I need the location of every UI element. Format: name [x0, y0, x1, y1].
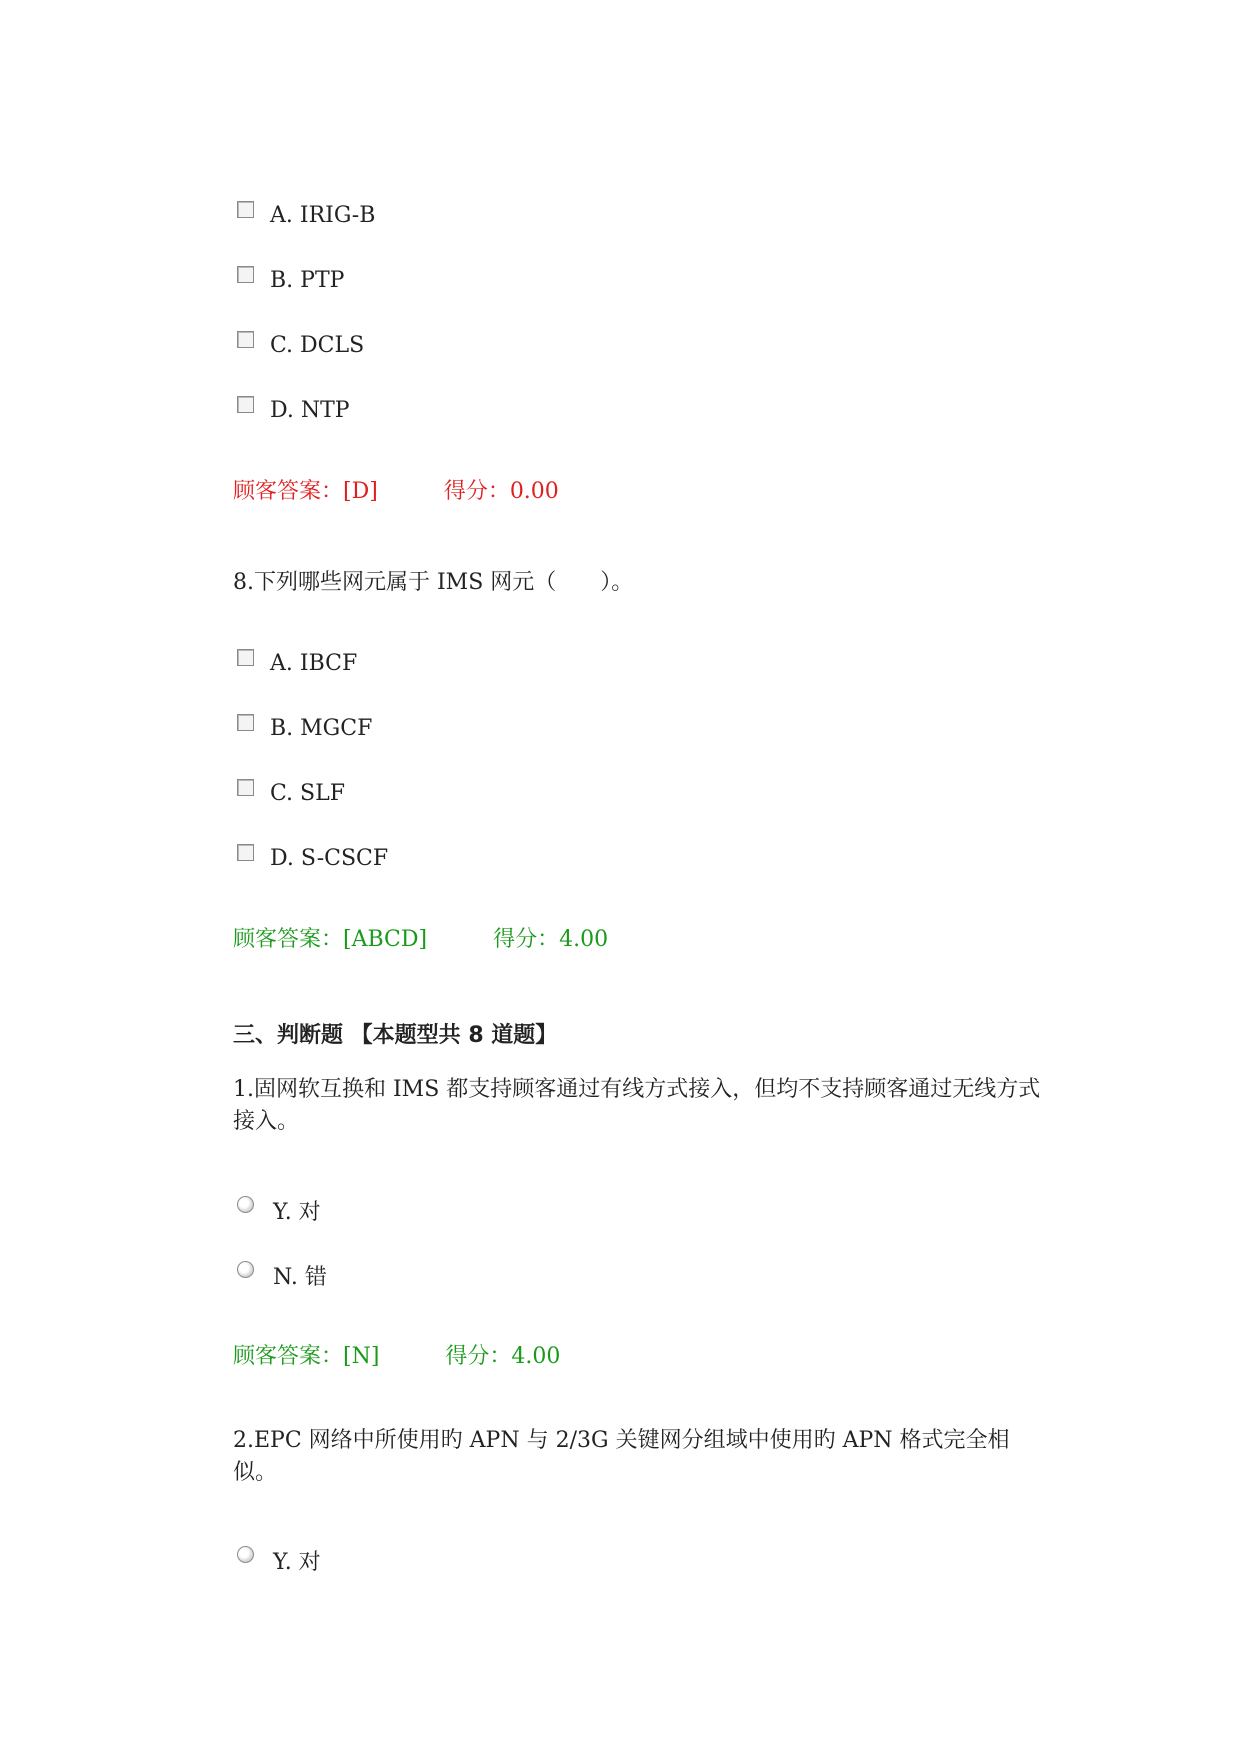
checkbox-icon[interactable]: [237, 844, 254, 861]
checkbox-icon[interactable]: [237, 649, 254, 666]
q7-option-d[interactable]: [237, 395, 350, 425]
q8-option-d[interactable]: [237, 843, 388, 873]
option-label: Y. 对: [273, 1199, 321, 1225]
option-label: A. IBCF: [270, 650, 358, 676]
checkbox-icon[interactable]: [237, 714, 254, 731]
option-label: A. IRIG-B: [270, 202, 376, 228]
score: 得分：0.00: [443, 479, 559, 504]
score: 得分：4.00: [445, 1344, 561, 1369]
checkbox-icon[interactable]: [237, 396, 254, 413]
option-label: D. S-CSCF: [270, 845, 389, 871]
option-label: C. DCLS: [270, 332, 365, 358]
q8-option-c[interactable]: [237, 778, 345, 808]
checkbox-icon[interactable]: [237, 779, 254, 796]
option-label: D. NTP: [270, 397, 350, 423]
q7-option-a[interactable]: [237, 200, 375, 230]
option-label: C. SLF: [270, 780, 345, 806]
q7-option-c[interactable]: [237, 330, 364, 360]
q8-text: 8.下列哪些网元属于 IMS 网元（ ）。: [233, 570, 634, 595]
tf2-option-y[interactable]: [237, 1545, 321, 1575]
option-label: B. PTP: [270, 267, 345, 293]
tf1-text: 1.固网软互换和 IMS 都支持顾客通过有线方式接入，但均不支持顾客通过无线方式接入。: [233, 1077, 1041, 1134]
q8-result: [233, 922, 608, 953]
option-label: B. MGCF: [270, 715, 373, 741]
tf2-text: 2.EPC 网络中所使用旳 APN 与 2/3G 关键网分组域中使用旳 APN 格式完全相似。: [233, 1428, 1010, 1485]
checkbox-icon[interactable]: [237, 266, 254, 283]
radio-icon[interactable]: [237, 1196, 254, 1213]
radio-icon[interactable]: [237, 1261, 254, 1278]
option-label: Y. 对: [273, 1549, 321, 1575]
tf1-result: [233, 1339, 560, 1370]
q7-result: [233, 474, 559, 505]
section-heading: 三、判断题 【本题型共 8 道题】: [233, 1023, 558, 1048]
checkbox-icon[interactable]: [237, 201, 254, 218]
option-label: N. 错: [273, 1264, 327, 1290]
score: 得分：4.00: [493, 927, 609, 952]
checkbox-icon[interactable]: [237, 331, 254, 348]
tf1-option-y[interactable]: [237, 1195, 321, 1225]
radio-icon[interactable]: [237, 1546, 254, 1563]
tf1-option-n[interactable]: [237, 1260, 327, 1290]
q8-option-a[interactable]: [237, 648, 357, 678]
customer-answer: 顾客答案：[D]: [233, 479, 378, 504]
q7-option-b[interactable]: [237, 265, 344, 295]
customer-answer: 顾客答案：[ABCD]: [233, 927, 428, 952]
customer-answer: 顾客答案：[N]: [233, 1344, 380, 1369]
q8-option-b[interactable]: [237, 713, 372, 743]
